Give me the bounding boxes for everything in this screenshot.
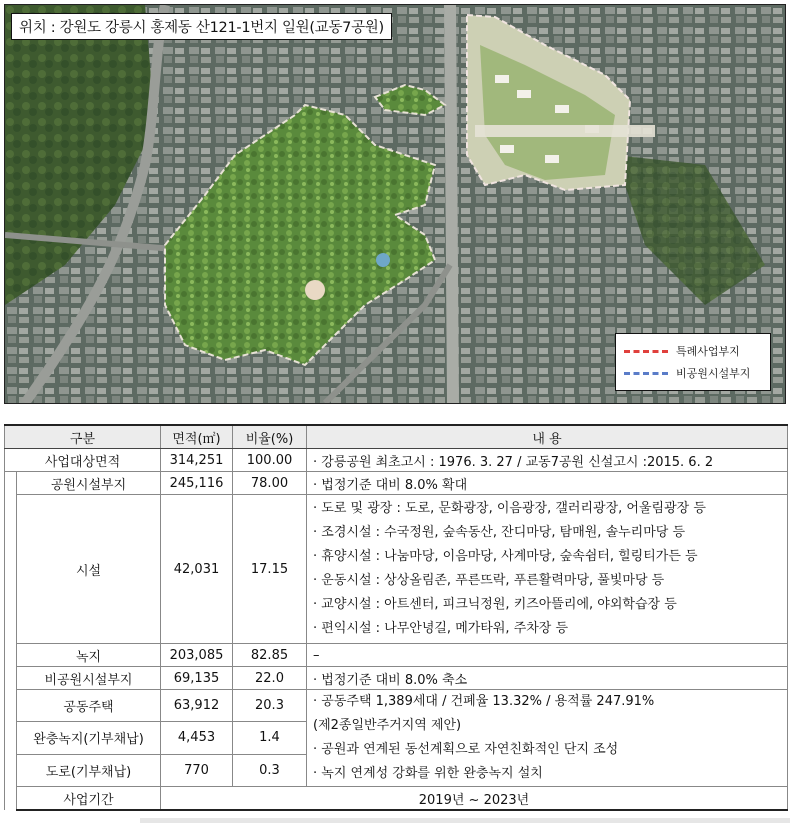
legend-item-special-project xyxy=(624,340,762,362)
header-area: 면적(㎡) xyxy=(161,425,233,449)
cell-area: 770 xyxy=(161,754,233,786)
row-label-total: 사업대상면적 xyxy=(5,449,161,472)
row-label-period: 사업기간 xyxy=(17,787,161,811)
row-label-buffer: 완충녹지(기부채납) xyxy=(17,722,161,754)
list-item: · 운동시설 : 상상올림존, 푸른뜨락, 푸른활력마당, 풀빛마당 등 xyxy=(313,573,665,588)
cell-desc-list xyxy=(307,690,788,787)
cell-ratio: 100.00 xyxy=(233,449,307,472)
cell-area: 245,116 xyxy=(161,472,233,495)
header-category: 구분 xyxy=(5,425,161,449)
table-row xyxy=(5,449,788,472)
cell-area: 203,085 xyxy=(161,644,233,667)
row-label-housing: 공동주택 xyxy=(17,690,161,722)
list-item: · 교양시설 : 아트센터, 피크닉정원, 키즈아뜰리에, 야외학습장 등 xyxy=(313,597,677,612)
cell-area: 63,912 xyxy=(161,690,233,722)
cell-period: 2019년 ~ 2023년 xyxy=(161,787,788,811)
list-item: · 편익시설 : 나무안녕길, 메가타워, 주차장 등 xyxy=(313,621,569,636)
row-label-road: 도로(기부채납) xyxy=(17,754,161,786)
indent-spacer xyxy=(5,472,17,811)
row-label-facility: 시설 xyxy=(17,495,161,644)
list-item: · 도로 및 광장 : 도로, 문화광장, 이음광장, 갤러리광장, 어울림광장 등 xyxy=(313,501,706,516)
table-row xyxy=(5,787,788,811)
area-table xyxy=(4,424,788,811)
table-row xyxy=(5,667,788,690)
cell-desc: – xyxy=(307,644,788,667)
header-ratio: 비율(%) xyxy=(233,425,307,449)
cell-desc-list xyxy=(307,495,788,644)
legend-label: 비공원시설부지 xyxy=(676,367,751,380)
cell-area: 42,031 xyxy=(161,495,233,644)
cell-ratio: 78.00 xyxy=(233,472,307,495)
row-label-nonpark: 비공원시설부지 xyxy=(17,667,161,690)
cell-desc: · 법정기준 대비 8.0% 축소 xyxy=(307,667,788,690)
table-row xyxy=(5,472,788,495)
cell-area: 69,135 xyxy=(161,667,233,690)
map-legend xyxy=(615,333,771,391)
legend-label: 특례사업부지 xyxy=(676,345,740,358)
table-row xyxy=(5,495,788,644)
cell-ratio: 22.0 xyxy=(233,667,307,690)
cell-desc: · 강릉공원 최초고시 : 1976. 3. 27 / 교동7공원 신설고시 :2015. 6. 2 xyxy=(307,449,788,472)
list-item: (제2종일반주거지역 제안) xyxy=(313,718,462,733)
header-content: 내 용 xyxy=(307,425,788,449)
table-row xyxy=(5,690,788,722)
footer-strip xyxy=(140,818,790,823)
red-dashed-line-icon xyxy=(624,350,668,353)
row-label-park: 공원시설부지 xyxy=(17,472,161,495)
location-label: 위치 : 강원도 강릉시 홍제동 산121-1번지 일원(교동7공원) xyxy=(11,13,392,40)
cell-ratio: 20.3 xyxy=(233,690,307,722)
cell-desc: · 법정기준 대비 8.0% 확대 xyxy=(307,472,788,495)
cell-area: 4,453 xyxy=(161,722,233,754)
list-item: · 조경시설 : 수국정원, 숲속동산, 잔디마당, 탐매원, 솔누리마당 등 xyxy=(313,525,686,540)
table-row xyxy=(5,644,788,667)
list-item: · 공동주택 1,389세대 / 건폐율 13.32% / 용적률 247.91% xyxy=(313,694,655,709)
legend-item-non-park xyxy=(624,362,762,384)
cell-ratio: 82.85 xyxy=(233,644,307,667)
blue-dashed-line-icon xyxy=(624,372,668,375)
row-label-green: 녹지 xyxy=(17,644,161,667)
cell-ratio: 17.15 xyxy=(233,495,307,644)
cell-area: 314,251 xyxy=(161,449,233,472)
cell-ratio: 0.3 xyxy=(233,754,307,786)
list-item: · 공원과 연계된 동선계획으로 자연친화적인 단지 조성 xyxy=(313,742,619,757)
cell-ratio: 1.4 xyxy=(233,722,307,754)
table-header-row xyxy=(5,425,788,449)
list-item: · 녹지 연계성 강화를 위한 완충녹지 설치 xyxy=(313,766,543,781)
list-item: · 휴양시설 : 나눔마당, 이음마당, 사계마당, 숲속쉼터, 힐링티가든 등 xyxy=(313,549,698,564)
site-map xyxy=(4,4,786,404)
